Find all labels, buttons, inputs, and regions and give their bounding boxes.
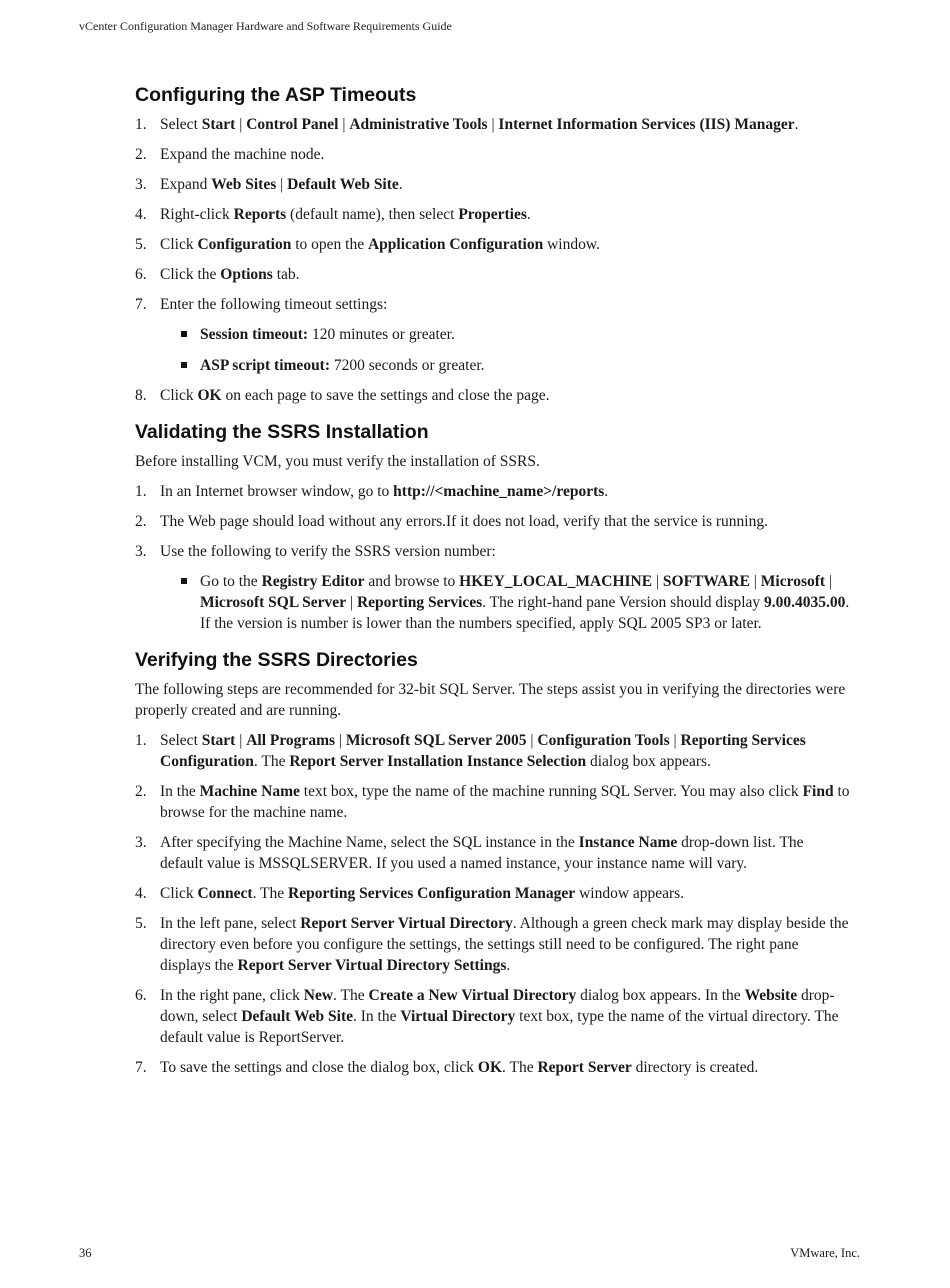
step-item — [135, 1057, 850, 1078]
step-text: Select Start | All Programs | Microsoft SQL Server 2005 | Configuration Tools | Reporting Services Configuration. The Report Server Installation Instance Selection dialog box appears. — [160, 732, 806, 770]
step-text: Enter the following timeout settings: — [160, 296, 388, 313]
step-text: Click the Options tab. — [160, 266, 300, 283]
section — [135, 83, 850, 406]
page-content — [135, 83, 850, 1092]
step-item — [135, 174, 850, 195]
running-header: vCenter Configuration Manager Hardware and Software Requirements Guide — [79, 19, 452, 33]
step-number: 3. — [135, 543, 147, 560]
intro-paragraph: Before installing VCM, you must verify the installation of SSRS. — [135, 453, 540, 470]
step-item — [135, 204, 850, 225]
step-number: 3. — [135, 834, 147, 851]
bullet-list — [160, 571, 850, 634]
step-number: 6. — [135, 987, 147, 1004]
step-item — [135, 985, 850, 1048]
step-item — [135, 294, 850, 376]
step-text: To save the settings and close the dialog box, click OK. The Report Server directory is created. — [160, 1059, 759, 1076]
step-item — [135, 511, 850, 532]
step-item — [135, 234, 850, 255]
step-text: Select Start | Control Panel | Administrative Tools | Internet Information Services (IIS) Manager. — [160, 116, 799, 133]
intro-paragraph: The following steps are recommended for 32-bit SQL Server. The steps assist you in verifying the directories were properly created and are running. — [135, 681, 846, 719]
step-number: 1. — [135, 483, 147, 500]
step-number: 5. — [135, 915, 147, 932]
step-item — [135, 913, 850, 976]
step-text: The Web page should load without any errors.If it does not load, verify that the service is running. — [160, 513, 768, 530]
step-item — [135, 883, 850, 904]
step-number: 7. — [135, 1059, 147, 1076]
step-text: In an Internet browser window, go to http://<machine_name>/reports. — [160, 483, 609, 500]
step-text: After specifying the Machine Name, select the SQL instance in the Instance Name drop-down list. The default value is MSSQLSERVER. If you used a named instance, your instance name will vary. — [160, 834, 804, 872]
section-heading: Verifying the SSRS Directories — [135, 649, 418, 671]
step-text: In the right pane, click New. The Create a New Virtual Directory dialog box appears. In the Website drop-down, select Default Web Site. In the Virtual Directory text box, type the name of the virtual directory. The default value is ReportServer. — [160, 987, 839, 1046]
step-text: Expand Web Sites | Default Web Site. — [160, 176, 403, 193]
step-number: 7. — [135, 296, 147, 313]
step-item — [135, 114, 850, 135]
step-list — [135, 730, 850, 1078]
step-number: 5. — [135, 236, 147, 253]
step-text: Use the following to verify the SSRS version number: — [160, 543, 496, 560]
bullet-text: Session timeout: 120 minutes or greater. — [200, 326, 455, 343]
step-item — [135, 730, 850, 772]
step-item — [135, 144, 850, 165]
step-item — [135, 481, 850, 502]
step-text: Click OK on each page to save the settings and close the page. — [160, 387, 550, 404]
step-text: In the Machine Name text box, type the name of the machine running SQL Server. You may also click Find to browse for the machine name. — [160, 783, 850, 821]
step-number: 2. — [135, 513, 147, 530]
step-number: 4. — [135, 885, 147, 902]
bullet-square-icon — [181, 362, 187, 368]
bullet-square-icon — [181, 331, 187, 337]
step-number: 2. — [135, 146, 147, 163]
step-number: 1. — [135, 116, 147, 133]
bullet-square-icon — [181, 578, 187, 584]
step-number: 4. — [135, 206, 147, 223]
footer-company: VMware, Inc. — [790, 1246, 860, 1260]
step-item — [135, 832, 850, 874]
step-text: Click Configuration to open the Application Configuration window. — [160, 236, 600, 253]
step-text: Expand the machine node. — [160, 146, 325, 163]
step-item — [135, 541, 850, 634]
step-number: 1. — [135, 732, 147, 749]
bullet-text: ASP script timeout: 7200 seconds or greater. — [200, 357, 485, 374]
section-heading: Configuring the ASP Timeouts — [135, 84, 417, 106]
step-item — [135, 385, 850, 406]
bullet-item — [160, 324, 850, 345]
section — [135, 420, 850, 634]
step-text: In the left pane, select Report Server Virtual Directory. Although a green check mark may display beside the directory even before you configure the settings, the settings still need to be configured. The right pane displays the Report Server Virtual Directory Settings. — [160, 915, 849, 974]
step-text: Right-click Reports (default name), then select Properties. — [160, 206, 531, 223]
step-list — [135, 481, 850, 634]
bullet-item — [160, 571, 850, 634]
step-item — [135, 781, 850, 823]
bullet-item — [160, 355, 850, 376]
section — [135, 648, 850, 1078]
bullet-text: Go to the Registry Editor and browse to HKEY_LOCAL_MACHINE | SOFTWARE | Microsoft | Microsoft SQL Server | Reporting Services. The right-hand pane Version should display 9.00.4035.00. If the version is number is lower than the numbers specified, apply SQL 2005 SP3 or later. — [200, 573, 850, 632]
step-list — [135, 114, 850, 406]
step-text: Click Connect. The Reporting Services Configuration Manager window appears. — [160, 885, 685, 902]
step-number: 6. — [135, 266, 147, 283]
step-number: 2. — [135, 783, 147, 800]
bullet-list — [160, 324, 850, 376]
step-item — [135, 264, 850, 285]
section-heading: Validating the SSRS Installation — [135, 421, 429, 443]
step-number: 8. — [135, 387, 147, 404]
page-number: 36 — [79, 1246, 92, 1260]
step-number: 3. — [135, 176, 147, 193]
